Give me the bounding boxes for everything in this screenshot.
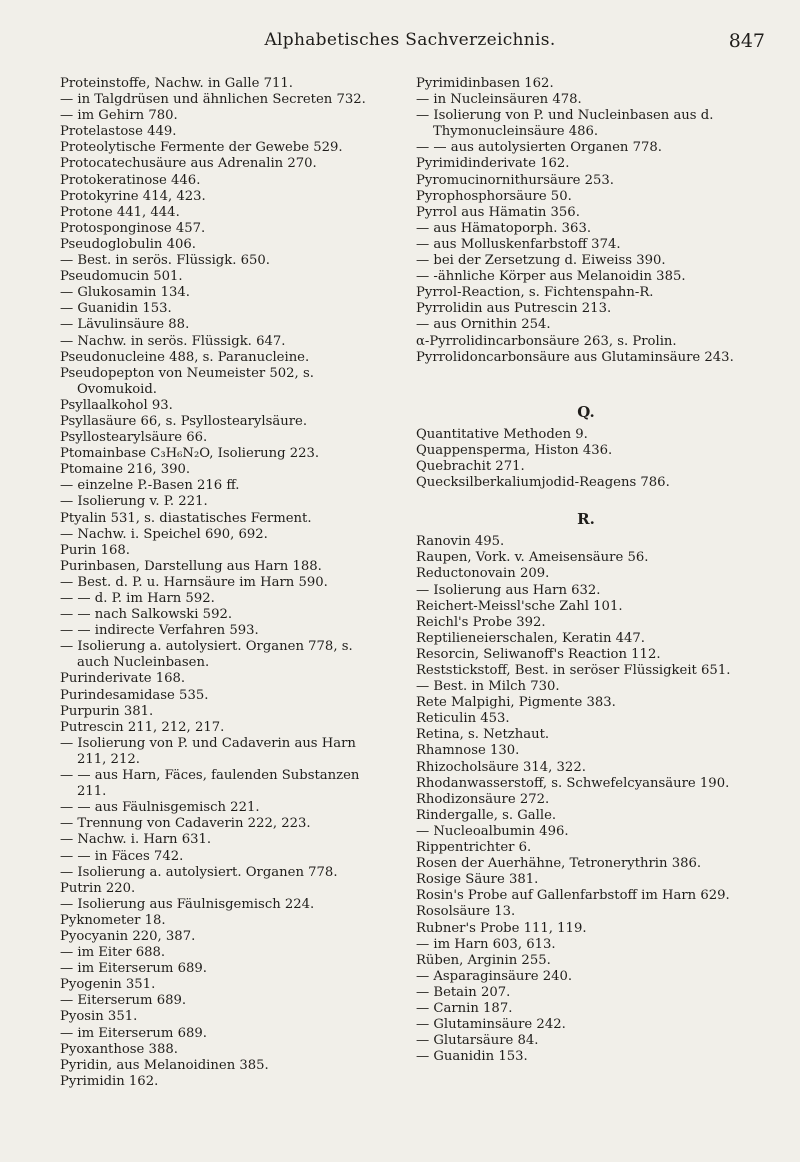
index-entry: — Lävulinsäure 88. — [60, 317, 190, 333]
index-entry: Pyridin, aus Melanoidinen 385. — [60, 1057, 269, 1073]
index-entry: — aus Ornithin 254. — [416, 317, 551, 333]
index-entry: α-Pyrrolidincarbonsäure 263, s. Prolin. — [416, 333, 677, 349]
index-entry: Rüben, Arginin 255. — [416, 952, 551, 968]
index-entry: Putrin 220. — [60, 880, 136, 896]
index-entry: — einzelne P.-Basen 216 ff. — [60, 478, 240, 494]
index-entry: — Betain 207. — [416, 984, 511, 1000]
index-entry: Pseudoglobulin 406. — [60, 236, 196, 252]
index-entry: Ptyalin 531, s. diastatisches Ferment. — [60, 510, 312, 526]
index-entry: Pyoxanthose 388. — [60, 1041, 178, 1057]
index-entry: — Asparaginsäure 240. — [416, 968, 573, 984]
index-entry: Protocatechusäure aus Adrenalin 270. — [60, 156, 317, 172]
index-entry: Quappensperma, Histon 436. — [416, 442, 613, 458]
index-entry: Pyocyanin 220, 387. — [60, 928, 196, 944]
index-entry: — Best. in Milch 730. — [416, 679, 560, 695]
index-entry: Rindergalle, s. Galle. — [416, 807, 557, 823]
index-entry: Purinderivate 168. — [60, 671, 186, 687]
index-entry: — im Harn 603, 613. — [416, 936, 556, 952]
page-header — [55, 30, 765, 62]
index-entry: Rhizocholsäure 314, 322. — [416, 759, 586, 775]
index-entry: Reductonovain 209. — [416, 566, 550, 582]
index-entry: Protelastose 449. — [60, 124, 177, 140]
index-entry: Pyrrolidin aus Putrescin 213. — [416, 301, 612, 317]
index-entry: — Trennung von Cadaverin 222, 223. — [60, 816, 311, 832]
index-entry: Proteinstoffe, Nachw. in Galle 711. — [60, 76, 293, 91]
index-entry: Psyllaalkohol 93. — [60, 397, 173, 413]
index-entry: Pseudonucleine 488, s. Paranucleine. — [60, 349, 310, 365]
index-entry: Pseudopepton von Neumeister 502, s. Ovomukoid. — [60, 365, 314, 397]
index-entry: — Nucleoalbumin 496. — [416, 823, 569, 839]
index-entry: Ranovin 495. — [416, 534, 505, 550]
index-entry: — Guanidin 153. — [60, 301, 172, 317]
index-entry: Pyrrolidoncarbonsäure aus Glutaminsäure 243. — [416, 349, 734, 365]
index-entry: Pyrrol aus Hämatin 356. — [416, 204, 580, 220]
running-title: Alphabetisches Sachverzeichnis. — [264, 30, 556, 50]
index-entry: Reptilieneierschalen, Keratin 447. — [416, 630, 645, 646]
index-entry: — Isolierung v. P. 221. — [60, 494, 208, 510]
index-entry: — — aus autolysierten Organen 778. — [416, 140, 662, 156]
page-number: 847 — [728, 30, 765, 52]
index-entry: Quecksilberkaliumjodid-Reagens 786. — [416, 475, 670, 491]
index-entry: Pyogenin 351. — [60, 977, 156, 993]
index-entry: — im Eiterserum 689. — [60, 1025, 207, 1041]
index-entry: Pyrimidin 162. — [60, 1073, 159, 1089]
index-entry: — Eiterserum 689. — [60, 993, 187, 1009]
index-entry: Pyromucinornithursäure 253. — [416, 172, 614, 188]
index-entry: — Nachw. i. Harn 631. — [60, 832, 212, 848]
index-entry: — bei der Zersetzung d. Eiweiss 390. — [416, 253, 666, 269]
index-section-p — [416, 76, 756, 366]
index-entry: Protokyrine 414, 423. — [60, 188, 206, 204]
index-entry: Purin 168. — [60, 542, 130, 558]
index-entry: Rubner's Probe 111, 119. — [416, 920, 587, 936]
index-entry: Reticulin 453. — [416, 711, 510, 727]
index-entry: Pyrimidinderivate 162. — [416, 156, 570, 172]
index-entry: Putrescin 211, 212, 217. — [60, 719, 225, 735]
index-entry: Rosolsäure 13. — [416, 904, 516, 920]
index-entry: Quebrachit 271. — [416, 458, 525, 474]
index-entry: — aus Molluskenfarbstoff 374. — [416, 236, 621, 252]
index-entry: — — nach Salkowski 592. — [60, 607, 233, 623]
index-entry: Protone 441, 444. — [60, 204, 180, 220]
index-entry: Rhodizonsäure 272. — [416, 791, 550, 807]
index-entry: — Carnin 187. — [416, 1000, 513, 1016]
index-entry: Quantitative Methoden 9. — [416, 426, 588, 442]
index-entry: Purpurin 381. — [60, 703, 154, 719]
index-entry: — Glukosamin 134. — [60, 285, 190, 301]
index-entry: Rete Malpighi, Pigmente 383. — [416, 695, 616, 711]
index-entry: Pyosin 351. — [60, 1009, 138, 1025]
index-entry: — aus Hämatoporph. 363. — [416, 220, 592, 236]
index-entry: — Best. in serös. Flüssigk. 650. — [60, 253, 270, 269]
index-entry: Pyrimidinbasen 162. — [416, 76, 554, 91]
index-entry: — im Gehirn 780. — [60, 108, 178, 124]
index-entry: Purinbasen, Darstellung aus Harn 188. — [60, 558, 322, 574]
section-letter-q: Q. — [577, 402, 595, 421]
index-entry: Reststickstoff, Best. in seröser Flüssigkeit 651. — [416, 663, 731, 678]
index-entry: Rhamnose 130. — [416, 743, 520, 759]
index-column-right — [416, 76, 756, 1065]
index-entry: — Isolierung aus Harn 632. — [416, 582, 601, 598]
index-entry: — Guanidin 153. — [416, 1049, 528, 1065]
index-entry: — Nachw. in serös. Flüssigk. 647. — [60, 333, 286, 349]
index-entry: Ptomaine 216, 390. — [60, 462, 191, 478]
index-entry: Pyrophosphorsäure 50. — [416, 188, 572, 204]
index-entry: — in Talgdrüsen und ähnlichen Secreten 732. — [60, 92, 366, 108]
index-entry: Psyllostearylsäure 66. — [60, 430, 208, 446]
index-entry: — Isolierung a. autolysiert. Organen 778. — [60, 864, 338, 880]
index-entry: — Best. d. P. u. Harnsäure im Harn 590. — [60, 574, 328, 590]
index-entry: Pseudomucin 501. — [60, 269, 183, 285]
index-entry: — Isolierung von P. und Nucleinbasen aus d. Thymonucleinsäure 486. — [416, 108, 714, 140]
index-entry: — Isolierung a. autolysiert. Organen 778, s. auch Nucleinbasen. — [60, 639, 353, 671]
index-entry: Retina, s. Netzhaut. — [416, 727, 550, 743]
index-entry: — — d. P. im Harn 592. — [60, 591, 215, 606]
index-entry: Proteolytische Fermente der Gewebe 529. — [60, 140, 343, 156]
index-entry: Raupen, Vork. v. Ameisensäure 56. — [416, 550, 649, 566]
index-entry: — in Nucleinsäuren 478. — [416, 92, 582, 108]
index-entry: Ptomainbase C₃H₆N₂O, Isolierung 223. — [60, 446, 320, 462]
index-entry: — — aus Fäulnisgemisch 221. — [60, 800, 260, 816]
index-entry: — — aus Harn, Fäces, faulenden Substanzen 211. — [60, 768, 360, 800]
index-entry: — im Eiter 688. — [60, 945, 166, 961]
index-section-r — [416, 534, 756, 1065]
index-entry: — Isolierung von P. und Cadaverin aus Harn 211, 212. — [60, 735, 356, 767]
index-entry: Rosin's Probe auf Gallenfarbstoff im Harn 629. — [416, 888, 730, 904]
index-entry: — — in Fäces 742. — [60, 848, 184, 864]
index-entry: Purindesamidase 535. — [60, 687, 209, 703]
index-entry: — -ähnliche Körper aus Melanoidin 385. — [416, 269, 686, 285]
index-entry: Psyllasäure 66, s. Psyllostearylsäure. — [60, 413, 308, 429]
section-letter-r: R. — [577, 510, 595, 529]
index-section-q — [416, 427, 756, 491]
index-entry: Rippentrichter 6. — [416, 840, 532, 856]
index-entry: — Isolierung aus Fäulnisgemisch 224. — [60, 896, 315, 912]
index-entry: Protosponginose 457. — [60, 220, 206, 236]
index-entry: Resorcin, Seliwanoff's Reaction 112. — [416, 646, 661, 662]
index-entry: — — indirecte Verfahren 593. — [60, 623, 259, 639]
index-entry: Pyrrol-Reaction, s. Fichtenspahn-R. — [416, 285, 654, 301]
index-entry: Rosige Säure 381. — [416, 872, 539, 888]
index-entry: — Glutarsäure 84. — [416, 1033, 539, 1049]
index-entry: Pyknometer 18. — [60, 912, 166, 928]
index-entry: — Nachw. i. Speichel 690, 692. — [60, 526, 268, 542]
index-entry: Protokeratinose 446. — [60, 172, 201, 188]
index-column-left — [60, 76, 378, 1090]
index-entry: — Glutaminsäure 242. — [416, 1017, 566, 1033]
index-entry: Reichert-Meissl'sche Zahl 101. — [416, 598, 623, 614]
index-entry: — im Eiterserum 689. — [60, 961, 207, 977]
index-entry: Reichl's Probe 392. — [416, 614, 546, 630]
index-entry: Rhodanwasserstoff, s. Schwefelcyansäure 190. — [416, 775, 730, 791]
index-entry: Rosen der Auerhähne, Tetronerythrin 386. — [416, 856, 702, 872]
